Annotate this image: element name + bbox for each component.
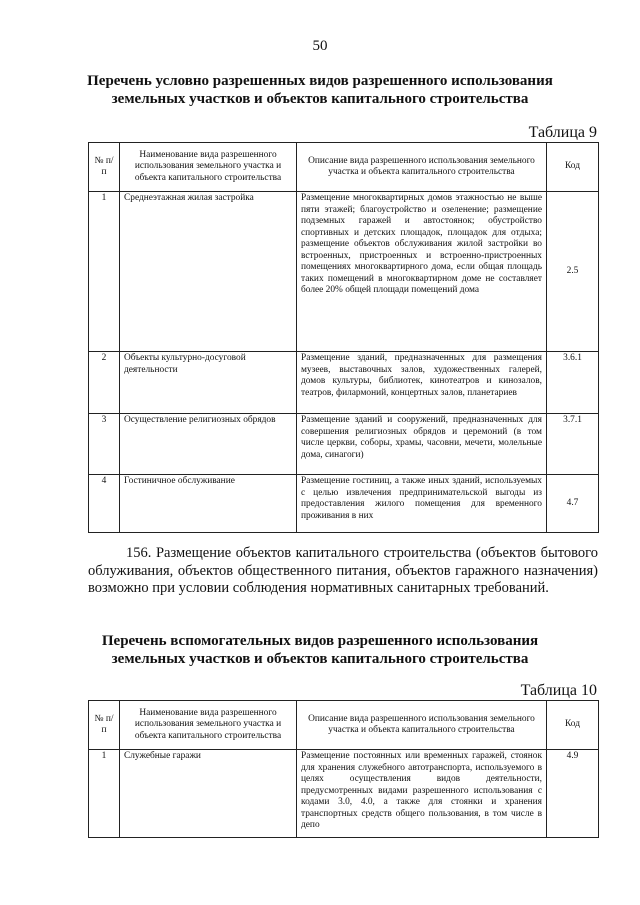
row-num: 4 (89, 475, 120, 533)
header-description: Описание вида разрешенного использования земельного участка и объекта капитального строительства (297, 701, 547, 750)
row-name: Гостиничное обслуживание (120, 475, 297, 533)
section-title-line-1: Перечень условно разрешенных видов разрешенного использования (87, 73, 553, 89)
table-row (89, 414, 599, 475)
table-10-caption: Таблица 10 (520, 682, 597, 699)
row-code: 3.7.1 (547, 414, 599, 475)
table-row (89, 750, 599, 838)
row-num: 2 (89, 352, 120, 414)
header-code: Код (547, 143, 599, 192)
page-number: 50 (312, 38, 328, 54)
header-description: Описание вида разрешенного использования земельного участка и объекта капитального строительства (297, 143, 547, 192)
header-name: Наименование вида разрешенного использования земельного участка и объекта капитального строительства (120, 701, 297, 750)
row-description: Размещение гостиниц, а также иных зданий, используемых с целью извлечения предпринимательской выгоды из предоставления жилого помещения для временного проживания в них (297, 475, 547, 533)
section-title-conditional (70, 72, 570, 108)
section-title-line-2: земельных участков и объектов капитального строительства (111, 91, 529, 107)
header-num: № п/п (89, 701, 120, 750)
table-header-row (89, 701, 599, 750)
header-name: Наименование вида разрешенного использования земельного участка и объекта капитального строительства (120, 143, 297, 192)
row-description: Размещение зданий, предназначенных для размещения музеев, выставочных залов, художественных галерей, домов культуры, библиотек, кинотеатров и кинозалов, театров, филармоний, концертных залов, планетариев (297, 352, 547, 414)
row-name: Служебные гаражи (120, 750, 297, 838)
row-num: 1 (89, 192, 120, 352)
row-name: Осуществление религиозных обрядов (120, 414, 297, 475)
row-code: 4.9 (547, 750, 599, 838)
table-row (89, 192, 599, 352)
table-9 (88, 142, 599, 533)
row-name: Объекты культурно-досуговой деятельности (120, 352, 297, 414)
row-name: Среднеэтажная жилая застройка (120, 192, 297, 352)
row-description: Размещение многоквартирных домов этажностью не выше пяти этажей; благоустройство и озеленение; размещение подземных гаражей и автостоянок; обустройство спортивных и детских площадок, площадок для отдыха; размещение объектов обслуживания жилой застройки во встроенных, пристроенных и встроенно-пристроенных помещениях многоквартирного дома, если общая площадь таких помещений в многоквартирном доме не составляет более 20% общей площади помещений дома (297, 192, 547, 352)
table-9-caption: Таблица 9 (528, 124, 597, 141)
header-num: № п/п (89, 143, 120, 192)
table-10 (88, 700, 599, 838)
row-code: 2.5 (547, 192, 599, 352)
section-title-line-2: земельных участков и объектов капитального строительства (111, 651, 529, 667)
paragraph-156: 156. Размещение объектов капитального строительства (объектов бытового облуживания, объектов общественного питания, объектов гаражного назначения) возможно при условии соблюдения нормативных санитарных требований. (88, 545, 598, 596)
row-code: 3.6.1 (547, 352, 599, 414)
row-code: 4.7 (547, 475, 599, 533)
table-header-row (89, 143, 599, 192)
row-num: 1 (89, 750, 120, 838)
row-description: Размещение постоянных или временных гаражей, стоянок для хранения служебного автотранспорта, используемого в целях осуществления видов деятельности, предусмотренных видами разрешенного использования с кодами 3.0, 4.0, а также для стоянки и хранения транспортных средств общего пользования, в том числе в депо (297, 750, 547, 838)
header-code: Код (547, 701, 599, 750)
section-title-line-1: Перечень вспомогательных видов разрешенного использования (101, 633, 539, 649)
table-row (89, 475, 599, 533)
row-description: Размещение зданий и сооружений, предназначенных для совершения религиозных обрядов и церемоний (в том числе церкви, соборы, храмы, часовни, мечети, молельные дома, синагоги) (297, 414, 547, 475)
section-title-auxiliary (70, 632, 570, 668)
table-row (89, 352, 599, 414)
row-num: 3 (89, 414, 120, 475)
